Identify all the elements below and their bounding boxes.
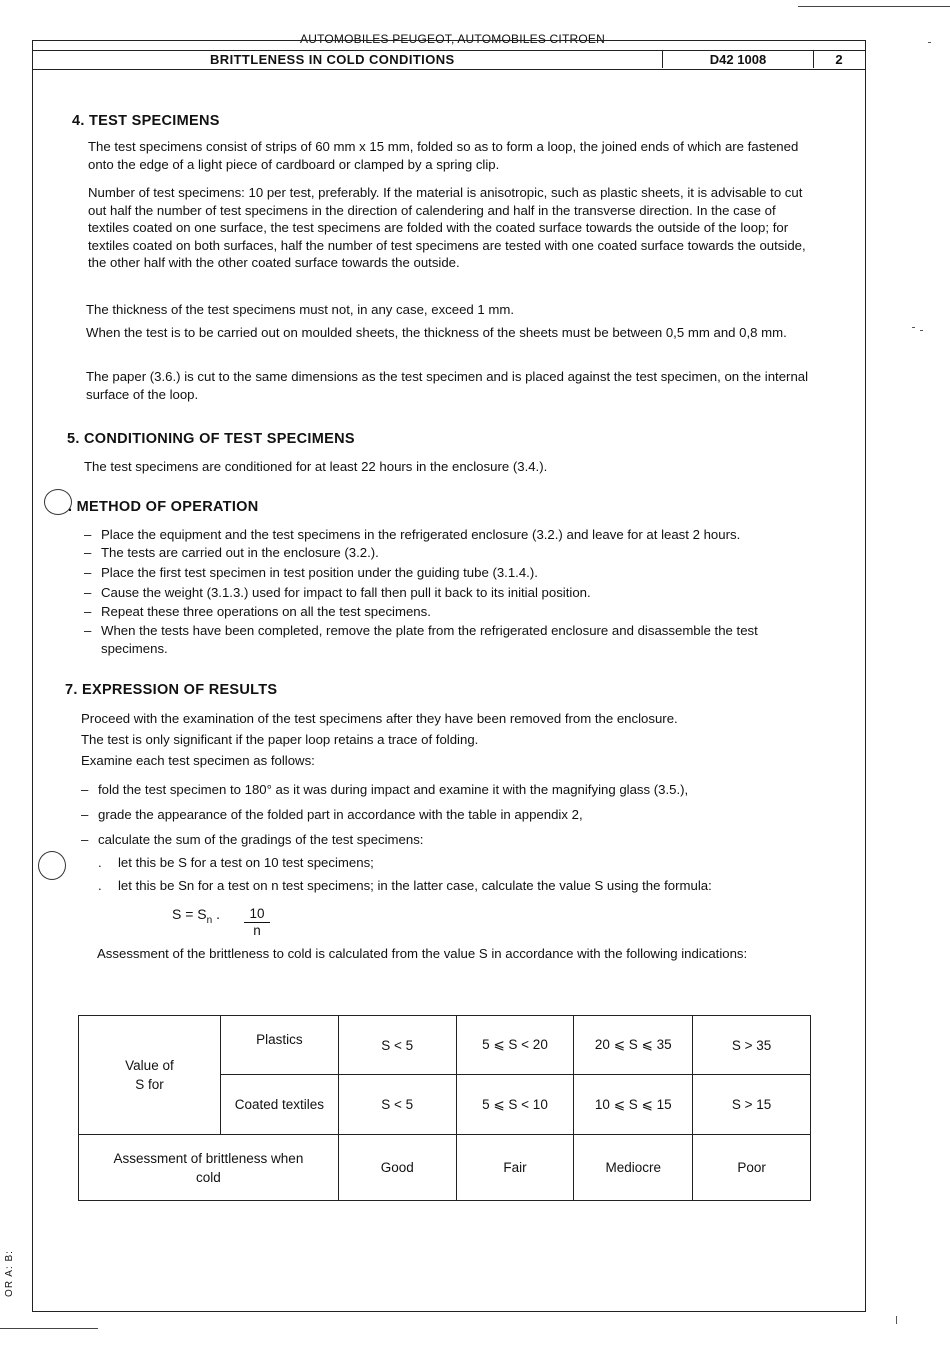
formula-fraction: $\frac{10}{n}$: [244, 906, 270, 939]
assessment-label: Assessment of brittleness when cold: [79, 1135, 339, 1201]
table-cell: 5 ⩽ S < 10: [456, 1075, 574, 1135]
document-title: BRITTLENESS IN COLD CONDITIONS: [210, 52, 455, 67]
section-7-heading: 7. EXPRESSION OF RESULTS: [65, 682, 278, 698]
scan-speck: [928, 42, 931, 43]
method-step: – Place the equipment and the test specimens in the refrigerated enclosure (3.2.) and leave for at least 2 hours.: [84, 527, 741, 542]
table-row: [79, 1135, 811, 1201]
header-bar: [32, 50, 866, 70]
section-4-paragraph-4: When the test is to be carried out on moulded sheets, the thickness of the sheets must be between 0,5 mm and 0,8 mm.: [86, 325, 787, 340]
result-sub-step: . let this be Sn for a test on n test specimens; in the latter case, calculate the value S using the formula:: [98, 878, 712, 893]
punch-hole-mark: [38, 851, 66, 880]
section-4-heading: 4. TEST SPECIMENS: [72, 113, 220, 129]
brittleness-assessment-table: [78, 1015, 811, 1201]
bottom-rule: [0, 1328, 98, 1329]
coated-textiles-label: Coated textiles: [220, 1075, 338, 1135]
table-cell: Good: [338, 1135, 456, 1201]
section-7-paragraph-4: Assessment of the brittleness to cold is calculated from the value S in accordance with the following indications:: [97, 946, 748, 961]
table-row: [79, 1016, 811, 1075]
table-cell: S > 35: [693, 1016, 811, 1075]
section-5-paragraph-1: The test specimens are conditioned for at least 22 hours in the enclosure (3.4.).: [84, 459, 548, 474]
table-cell: S > 15: [693, 1075, 811, 1135]
top-rule: [798, 6, 950, 7]
section-4-paragraph-3: The thickness of the test specimens must not, in any case, exceed 1 mm.: [86, 302, 515, 317]
scan-speck: [920, 330, 923, 331]
section-6-heading: . METHOD OF OPERATION: [68, 499, 259, 515]
section-7-paragraph-1: Proceed with the examination of the test specimens after they have been removed from the enclosure.: [81, 711, 678, 726]
method-step: – Cause the weight (3.1.3.) used for impact to fall then pull it back to its initial position.: [84, 585, 591, 600]
table-cell: Poor: [693, 1135, 811, 1201]
table-cell: S < 5: [338, 1075, 456, 1135]
section-4-paragraph-5: The paper (3.6.) is cut to the same dimensions as the test specimen and is placed against the test specimen, on the internal surface of the loop.: [86, 369, 809, 402]
result-step: – grade the appearance of the folded part in accordance with the table in appendix 2,: [81, 807, 583, 822]
document-number: D42 1008: [662, 51, 814, 68]
page-number: 2: [835, 52, 843, 67]
result-sub-step: . let this be S for a test on 10 test specimens;: [98, 855, 374, 870]
method-step: – The tests are carried out in the enclosure (3.2.).: [84, 545, 379, 560]
table-cell: 20 ⩽ S ⩽ 35: [574, 1016, 693, 1075]
scan-speck: [896, 1316, 897, 1324]
section-7-paragraph-3: Examine each test specimen as follows:: [81, 753, 315, 768]
table-cell: Mediocre: [574, 1135, 693, 1201]
section-7-paragraph-2: The test is only significant if the paper loop retains a trace of folding.: [81, 732, 479, 747]
table-cell: 10 ⩽ S ⩽ 15: [574, 1075, 693, 1135]
table-cell: Fair: [456, 1135, 574, 1201]
method-step: – Place the first test specimen in test position under the guiding tube (3.1.4.).: [84, 565, 538, 580]
result-step: – calculate the sum of the gradings of the test specimens:: [81, 832, 424, 847]
value-of-s-header: Value of S for: [79, 1016, 221, 1135]
margin-code: OR A: B:: [3, 1250, 15, 1297]
company-name: AUTOMOBILES PEUGEOT, AUTOMOBILES CITROEN: [300, 32, 605, 46]
brittleness-formula: $S = S_n$ .: [172, 906, 220, 926]
plastics-label: Plastics: [220, 1016, 338, 1075]
method-step: – Repeat these three operations on all the test specimens.: [84, 604, 431, 619]
table-cell: S < 5: [338, 1016, 456, 1075]
section-4-paragraph-1: The test specimens consist of strips of 60 mm x 15 mm, folded so as to form a loop, the joined ends of which are fastened onto the edge of a light piece of cardboard or clamped by a spring clip.: [88, 139, 799, 172]
section-5-heading: 5. CONDITIONING OF TEST SPECIMENS: [67, 431, 355, 447]
result-step: – fold the test specimen to 180° as it was during impact and examine it with the magnifying glass (3.5.),: [81, 782, 689, 797]
scan-speck: [912, 327, 915, 328]
method-step: – When the tests have been completed, remove the plate from the refrigerated enclosure and disassemble the test specimens.: [84, 623, 758, 656]
table-cell: 5 ⩽ S < 20: [456, 1016, 574, 1075]
section-4-paragraph-2: Number of test specimens: 10 per test, preferably. If the material is anisotropic, such as plastic sheets, it is advisable to cut out half the number of test specimens in the direction of calendering and half in the transverse direction. In the case of textiles coated on one surface, the test specimens are folded with the coated surface towards the outside of the loop; for textiles coated on both surfaces, half the number of test specimens are tested with one coated surface towards the outside, the other half with the other coated surface towards the outside.: [88, 185, 806, 270]
